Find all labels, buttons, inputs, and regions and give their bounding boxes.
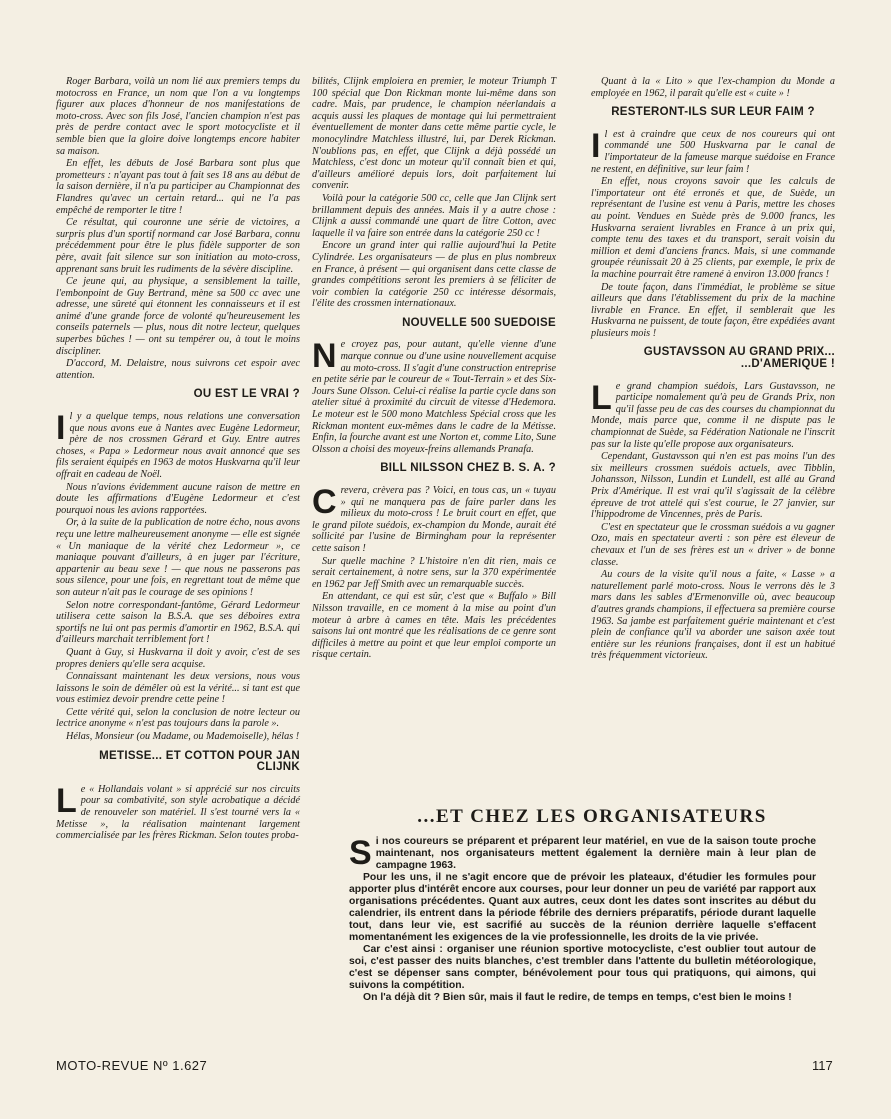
paragraph: Cette vérité qui, selon la conclusion de notre lecteur ou lectrice anonyme « n'est pas toujours dans la parole ».: [56, 706, 300, 730]
paragraph: Voilà pour la catégorie 500 cc, celle que Jan Clijnk sert brillamment depuis des années. Mais il y a autre chose : Clijnk a aussi commandé une quart de litre Cotton, avec laquelle il va faire son entrée dans la catégorie 250 cc !: [312, 192, 556, 239]
heading-nouvelle-500-suedoise: NOUVELLE 500 SUEDOISE: [402, 316, 556, 329]
metisse-article: [56, 781, 300, 842]
heading-metisse-cotton: METISSE... ET COTTON POUR JAN CLIJNK: [99, 749, 300, 774]
paragraph: Cependant, Gustavsson qui n'en est pas moins l'un des six meilleurs crossmen suédois actuels, avec Tibblin, Johansson, Nilsson, Lundin et Lundell, est allé au Grand Prix d'Amérique. Il est vrai qu'il s'agissait de la célèbre épreuve de trot attelé qui s'est courue, le 27 janvier, sur l'hippodrome de Vincennes, près de Paris.: [591, 451, 835, 521]
vrai-article: [56, 411, 300, 743]
heading-resteront-ils: RESTERONT-ILS SUR LEUR FAIM ?: [611, 106, 815, 119]
paragraph: Il y a quelque temps, nous relations une conversation que nous avons eue à Nantes avec Eugène Ledormeur, père de nos crossmen Gérard et Guy. Entre autres choses, « Papa » Ledormeur nous avait annoncé que ses fils seraient équipés en 1963 de motos Huskvarna qu'il leur offrait en cadeau de Noël.: [56, 409, 300, 480]
paragraph: Connaissant maintenant les deux versions, nous vous laissons le soin de démêler où est la vérité... si tant est que vous estimiez devoir prendre cette peine !: [56, 671, 300, 706]
paragraph: En effet, les débuts de José Barbara sont plus que prometteurs : n'ayant pas tout à fait ses 18 ans au début de la saison dernière, il n'a pu participer au Championnat des Flandres qu'avec un certain retard... qui ne l'a pas empêché de remporter le titre !: [56, 158, 300, 216]
paragraph: bilités, Clijnk emploiera en premier, le moteur Triumph T 100 spécial que Don Rickman monte lui-même dans son cadre. Mais, par prudence, le champion néerlandais a acquis aussi les plaques de montage qui lui permettraient éventuellement de monter dans cette même partie cycle, le monocylindre Matchless illustré, lui, par Derek Rickman. N'oublions pas, en effet, que Clijnk a déjà possédé un Matchless, c'est donc un moteur qu'il connaît bien et qui, d'ailleurs amélioré depuis lors, doit parfaitement lui convenir.: [312, 76, 556, 192]
paragraph: Sur quelle machine ? L'histoire n'en dit rien, mais ce serait certainement, à notre sens, sur la 370 expérimentée en 1962 par Jeff Smith avec un remarquable succès.: [312, 555, 556, 590]
paragraph: Au cours de la visite qu'il nous a faite, « Lasse » a naturellement parlé moto-cross. Nous le verrons dès le 3 mars dans les sables d'Ermenonville où, avec beaucoup d'autres grands champions, il effectuera sa première course 1963. Sa jambe est parfaitement guérie maintenant et c'est plein de confiance qu'il va aborder une saison axée tout entière sur les réunions françaises, dont il est un habitué très fréquemment victorieux.: [591, 569, 835, 662]
paragraph: C'est en spectateur que le crossman suédois a vu gagner Ozo, mais en spectateur averti : son père est éleveur de chevaux et l'un de ses frères est un « driver » de bonne classe.: [591, 521, 835, 568]
lito-note: [591, 76, 835, 99]
column-middle: [312, 76, 556, 662]
paragraph: En effet, nous croyons savoir que les calculs de l'importateur ont été erronés et que, de Suède, un représentant de l'usine est venu à Paris, mettre les choses au point. Vendues en Suède près de 9.000 francs, les Huskvarna seraient livrables en France à un prix qui, compte tenu des taxes et du transport, serait voisin du million et demi d'anciens francs. Mais, si une commande groupée réunissait 20 à 25 clients, par exemple, le prix de la machine pourrait être ramené à environ 13.000 francs !: [591, 176, 835, 280]
paragraph: De toute façon, dans l'immédiat, le problème se situe ailleurs que dans l'établissement du prix de la machine livrable en France. En effet, il semblerait que les Huskvarna ne puissent, de toute façon, être expédiées avant plusieurs mois !: [591, 281, 835, 339]
magazine-issue-footer: MOTO-REVUE Nº 1.627: [56, 1058, 208, 1073]
page-number: 117: [812, 1058, 833, 1073]
paragraph: Le grand champion suédois, Lars Gustavsson, ne participe nomalement qu'à peu de Grands Prix, non qu'il fasse peu de cas des courses du championnat du Monde, mais parce que, comme il ne dispute pas le championnat de Suède, sa Fédération Nationale ne l'inscrit pas sur la liste qu'elle propose aux organisateurs.: [591, 378, 835, 450]
paragraph: Le « Hollandais volant » si apprécié sur nos circuits pour sa combativité, son style acrobatique a décidé de renouveler son matériel. Il s'est tourné vers la « Metisse », la réalisation maintenant largement commercialisée par les frères Rickman. Selon toutes proba-: [56, 781, 300, 842]
paragraph: Si nos coureurs se préparent et préparent leur matériel, en vue de la saison toute proche maintenant, nos organisateurs mettent également la dernière main à leur plan de campagne 1963.: [349, 834, 816, 872]
paragraph: Nous n'avions évidemment aucune raison de mettre en doute les affirmations d'Eugène Ledormeur et c'est pourquoi nous les avions rapportées.: [56, 481, 300, 516]
column-left: [56, 76, 300, 843]
paragraph: Il est à craindre que ceux de nos coureurs qui ont commandé une 500 Huskvarna par le canal de l'importateur de la fameuse marque suédoise en France ne restent, en définitive, sur leur faim !: [591, 126, 835, 175]
paragraph: Pour les uns, il ne s'agit encore que de prévoir les plateaux, d'étudier les formules pour apporter plus d'intérêt encore aux courses, pour leur donner un peu de variété par rapport aux organisations précédentes. Quant aux autres, ceux dont les dates sont inscrites au début du calendrier, ils entrent dans la période fébrile des derniers préparatifs, période durant laquelle tout, dans leur vie, est sacrifié au succès de la réunion derrière laquelle s'effacent momentanément les exigences de la vie professionnelle, les droits de la vie privée.: [349, 872, 816, 943]
paragraph: Crevera, crèvera pas ? Voici, en tous cas, un « tuyau » qui ne manquera pas de faire parler dans les milieux du moto-cross ! Le bruit court en effet, que le grand pilote suédois, ex-champion du Monde, aurait été sollicité par l'usine de Birmingham pour la représenter cette saison !: [312, 483, 556, 554]
column-right: [591, 76, 835, 663]
organisateurs-article: [349, 836, 816, 1004]
heading-ou-est-le-vrai: OU EST LE VRAI ?: [193, 388, 300, 401]
paragraph: Quant à la « Lito » que l'ex-champion du Monde a employée en 1962, il paraît qu'elle est « cuite » !: [591, 76, 835, 99]
paragraph: Ce résultat, qui couronne une série de victoires, a surpris plus d'un sportif normand car José Barbara, connu précédemment pour être le plus fidèle supporter de son père, avait fait silence sur son initiation au moto-cross, apprenant sans bruit les rudiments de la sévère discipline.: [56, 217, 300, 275]
clijnk-article-continued: [312, 76, 556, 310]
heading-gustavsson-line-2: ...D'AMERIQUE !: [740, 358, 835, 371]
bsa-article: [312, 485, 556, 661]
paragraph: Car c'est ainsi : organiser une réunion sportive motocycliste, c'est oublier tout autour de soi, c'est passer des nuits blanches, c'est trembler dans l'attente du bulletin météorologique, c'est se dépenser sans compter, bénévolement pour tous qui pratiquons, qui aimons, qui suivons la compétition.: [349, 944, 816, 991]
paragraph: Encore un grand inter qui rallie aujourd'hui la Petite Cylindrée. Les organisateurs — de plus en plus nombreux en France, à présent — qui organisent dans cette classe de grandes compétitions seront les premiers à se féliciter de voir combien la catégorie 250 cc intéresse désormais, l'élite des crossmen internationaux.: [312, 240, 556, 310]
suedoise-article: [312, 339, 556, 455]
paragraph: Or, à la suite de la publication de notre écho, nous avons reçu une lettre malheureusement anonyme — elle est signée « Un maniaque de la vérité chez Ledormeur », ce maniaque pouvant d'ailleurs, à en juger par l'écriture, appartenir au beau sexe ! — que nous ne passerons pas sous silence, pour une fois, en regrettant tout de même que son auteur n'ait pas le courage de ses opinions !: [56, 517, 300, 598]
paragraph: Hélas, Monsieur (ou Madame, ou Mademoiselle), hélas !: [66, 731, 300, 743]
paragraph: On l'a déjà dit ? Bien sûr, mais il faut le redire, de temps en temps, c'est bien le moins !: [363, 992, 792, 1003]
barbara-article: [56, 76, 300, 381]
paragraph: D'accord, M. Delaistre, nous suivrons cet espoir avec attention.: [56, 358, 300, 381]
heading-chez-les-organisateurs: ...ET CHEZ LES ORGANISATEURS: [417, 806, 767, 827]
paragraph: En attendant, ce qui est sûr, c'est que « Buffalo » Bill Nilsson travaille, en ce moment à la mise au point d'un moteur à arbre à cames en tête. Mais les précédentes saisons lui ont montré que les réalisations de ce genre sont difficiles à mettre au point et que leur emploi comporte un risque certain.: [312, 591, 556, 661]
paragraph: Ce jeune qui, au physique, a sensiblement la taille, l'embonpoint de Guy Bertrand, mène sa 500 cc avec une adresse, une sûreté qui étonnent les connaisseurs et il est animé d'une grande force de volonté qu'heureusement les conseils paternels — plus, nous dit notre lecteur, quelques superbes bûches ! — ont su tempérer ou, à tout le moins discipliner.: [56, 276, 300, 357]
paragraph: Roger Barbara, voilà un nom lié aux premiers temps du motocross en France, un nom que l'on a vu longtemps figurer aux places d'honneur de nos manifestations de moto-cross. Avec son fils José, l'ancien champion n'est pas près de perdre contact avec le sport motocycliste et il semble bien que la gloire doive longtemps encore habiter sa maison.: [56, 76, 300, 157]
heading-bill-nilsson-bsa: BILL NILSSON CHEZ B. S. A. ?: [380, 462, 556, 475]
paragraph: Selon notre correspondant-fantôme, Gérard Ledormeur utilisera cette saison la B.S.A. que ses déboires extra sportifs ne lui ont pas permis d'amortir en 1962, B.S.A. qui d'ailleurs marchait terriblement fort !: [56, 599, 300, 646]
paragraph: Ne croyez pas, pour autant, qu'elle vienne d'une marque connue ou d'une usine nouvellement acquise au moto-cross. Il s'agit d'une construction entreprise en petite série par le coureur de « Tout-Terrain » et des Six-Jours Sune Olsson. Celui-ci réalise la partie cycle dans son atelier situé à proximité du circuit de vitesse d'Hedemora. Le moteur est le 500 mono Matchless Spécial cross que les Rickman montent eux-mêmes dans le cadre de la Métisse. Enfin, la fourche avant est une Norton et, comme Lito, Sune Olsson a choisi des moyeux-freins allemands Pranafa.: [312, 337, 556, 455]
heading-gustavsson: [591, 347, 835, 370]
paragraph: Quant à Guy, si Huskvarna il doit y avoir, c'est de ses propres deniers qu'elle sera acquise.: [56, 646, 300, 670]
faim-article: [591, 126, 835, 340]
gustavsson-article: [591, 378, 835, 662]
heading-gustavsson-line-1: GUSTAVSSON AU GRAND PRIX...: [643, 346, 835, 359]
